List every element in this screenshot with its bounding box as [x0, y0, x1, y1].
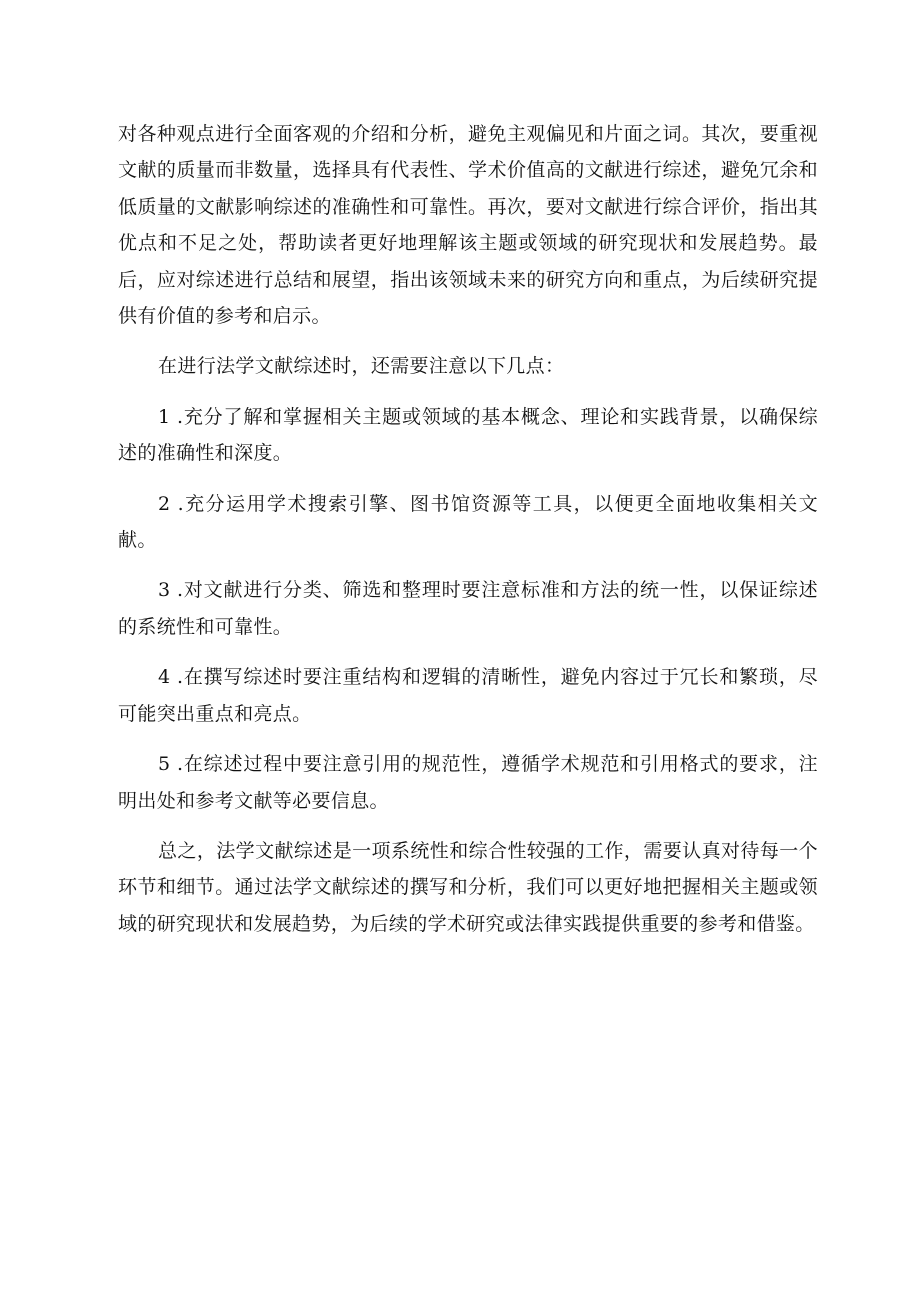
- list-text: .对文献进行分类、筛选和整理时要注意标准和方法的统一性，以保证综述的系统性和可靠性。: [118, 579, 818, 638]
- document-page: [118, 116, 818, 956]
- list-number: 4: [158, 666, 171, 689]
- list-text: .在撰写综述时要注重结构和逻辑的清晰性，避免内容过于冗长和繁琐，尽可能突出重点和亮点。: [118, 666, 818, 725]
- paragraph-intro: 在进行法学文献综述时，还需要注意以下几点：: [158, 355, 565, 378]
- list-text: .充分了解和掌握相关主题或领域的基本概念、理论和实践背景，以确保综述的准确性和深度。: [118, 405, 818, 465]
- list-item-5: [118, 746, 818, 819]
- list-text: .充分运用学术搜索引擎、图书馆资源等工具，以便更全面地收集相关文献。: [118, 492, 818, 552]
- list-item-3: [118, 572, 818, 645]
- list-text: .在综述过程中要注意引用的规范性，遵循学术规范和引用格式的要求，注明出处和参考文献等必要信息。: [118, 753, 818, 812]
- paragraph-continuation: 对各种观点进行全面客观的介绍和分析，避免主观偏见和片面之词。其次，要重视文献的质量而非数量，选择具有代表性、学术价值高的文献进行综述，避免冗余和低质量的文献影响综述的准确性和可靠性。再次，要对文献进行综合评价，指出其优点和不足之处，帮助读者更好地理解该主题或领域的研究现状和发展趋势。最后，应对综述进行总结和展望，指出该领域未来的研究方向和重点，为后续研究提供有价值的参考和启示。: [118, 123, 818, 328]
- list-item-2: [118, 486, 818, 559]
- paragraph-conclusion: 总之，法学文献综述是一项系统性和综合性较强的工作，需要认真对待每一个环节和细节。通过法学文献综述的撰写和分析，我们可以更好地把握相关主题或领域的研究现状和发展趋势，为后续的学术研究或法律实践提供重要的参考和借鉴。: [118, 839, 818, 935]
- list-number: 3: [158, 579, 171, 602]
- list-number: 1: [158, 405, 171, 428]
- list-item-4: [118, 659, 818, 732]
- list-number: 2: [158, 492, 171, 515]
- list-number: 5: [158, 753, 171, 776]
- list-item-1: [118, 399, 818, 472]
